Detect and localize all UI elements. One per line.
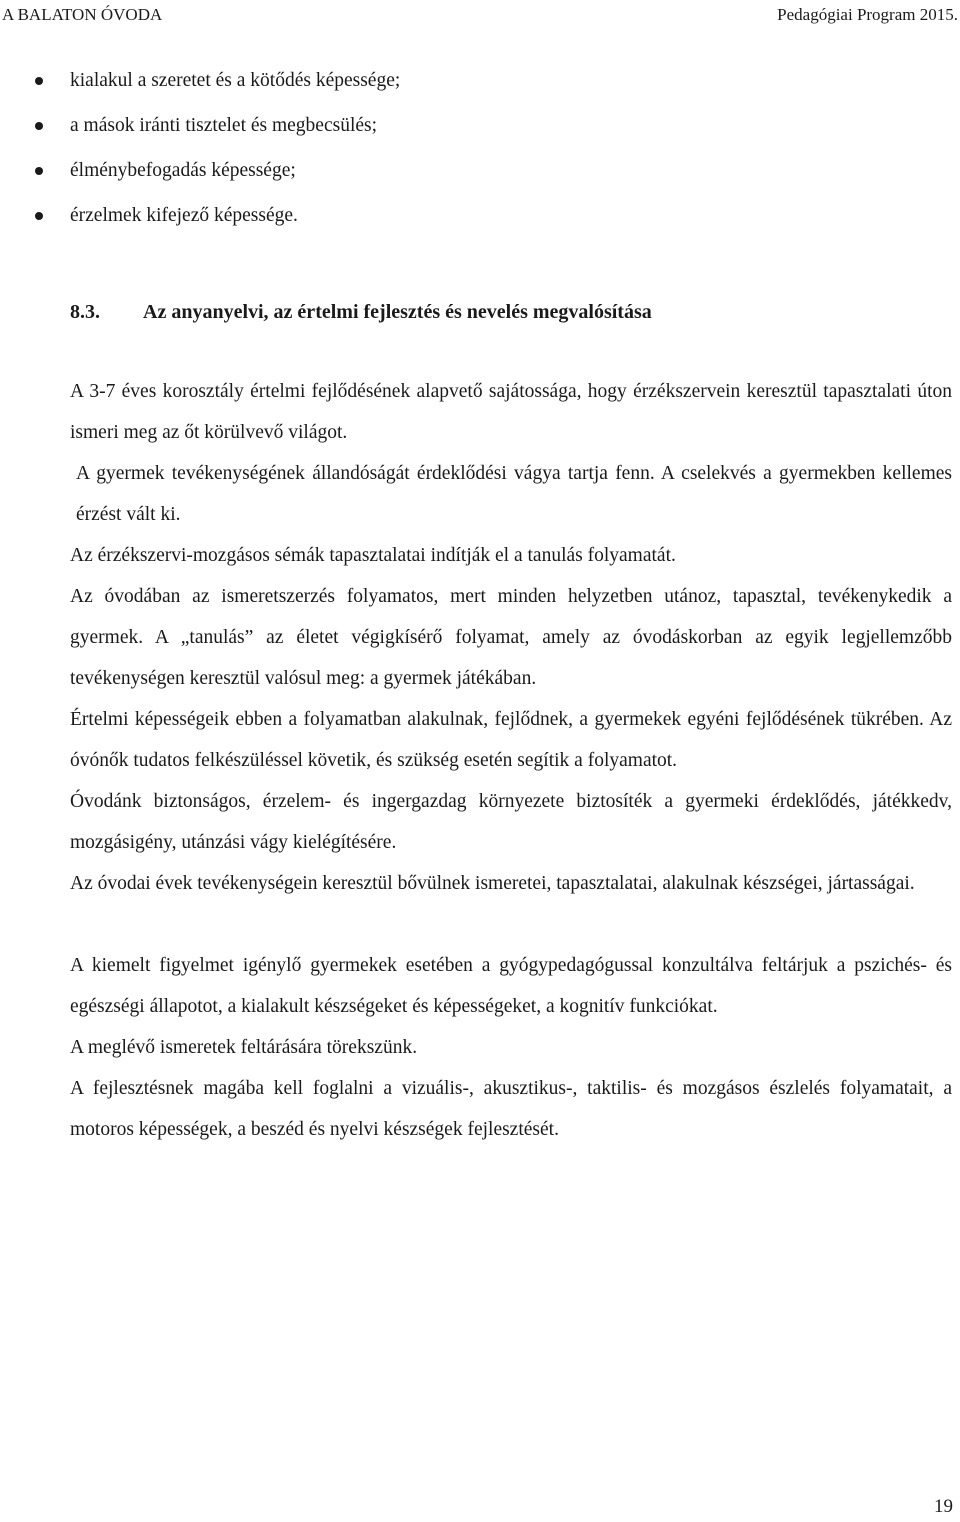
header-document-title: Pedagógiai Program 2015. bbox=[777, 5, 958, 24]
list-item bbox=[70, 103, 952, 148]
paragraph: Óvodánk biztonságos, érzelem- és ingergazdag környezete biztosíték a gyermeki érdeklődés, játékkedv, mozgásigény, utánzási vágy kielégítésére. bbox=[70, 791, 952, 853]
running-header bbox=[0, 4, 960, 26]
list-item-text: kialakul a szeretet és a kötődés képessége; bbox=[70, 70, 401, 91]
section-number: 8.3. bbox=[70, 301, 100, 323]
header-institution: A BALATON ÓVODA bbox=[2, 5, 163, 24]
bullet-list bbox=[70, 58, 952, 238]
section-heading bbox=[70, 292, 952, 333]
page-number: 19 bbox=[934, 1496, 953, 1517]
section-title: Az anyanyelvi, az értelmi fejlesztés és nevelés megvalósítása bbox=[143, 301, 652, 323]
list-item bbox=[70, 148, 952, 193]
bullet-icon bbox=[35, 122, 43, 130]
paragraph: A gyermek tevékenységének állandóságát érdeklődési vágya tartja fenn. A cselekvés a gyermekben kellemes érzést vált ki. bbox=[76, 463, 952, 525]
body-text bbox=[70, 371, 952, 1150]
bullet-icon bbox=[35, 212, 43, 220]
bullet-icon bbox=[35, 167, 43, 175]
paragraph: Értelmi képességeik ebben a folyamatban alakulnak, fejlődnek, a gyermekek egyéni fejlődésének tükrében. Az óvónők tudatos felkészüléssel követik, és szükség esetén segítik a folyamatot. bbox=[70, 709, 952, 771]
bullet-icon bbox=[35, 77, 43, 85]
list-item bbox=[70, 58, 952, 103]
paragraph: A fejlesztésnek magába kell foglalni a vizuális-, akusztikus-, taktilis- és mozgásos észlelés folyamatait, a motoros képességek, a beszéd és nyelvi készségek fejlesztését. bbox=[70, 1078, 952, 1140]
paragraph: Az óvodai évek tevékenységein keresztül bővülnek ismeretei, tapasztalatai, alakulnak készségei, jártasságai. bbox=[70, 873, 915, 894]
paragraph: Az érzékszervi-mozgásos sémák tapasztalatai indítják el a tanulás folyamatát. bbox=[70, 545, 676, 566]
list-item-text: a mások iránti tisztelet és megbecsülés; bbox=[70, 115, 378, 136]
list-item-text: élménybefogadás képessége; bbox=[70, 160, 296, 181]
page-content bbox=[70, 58, 952, 1150]
list-item bbox=[70, 193, 952, 238]
paragraph: A meglévő ismeretek feltárására törekszünk. bbox=[70, 1037, 418, 1058]
list-item-text: érzelmek kifejező képessége. bbox=[70, 205, 298, 226]
paragraph: A kiemelt figyelmet igénylő gyermekek esetében a gyógypedagógussal konzultálva feltárjuk a pszichés- és egészségi állapotot, a kialakult készségeket és képességeket, a kognitív funkciókat. bbox=[70, 955, 952, 1017]
paragraph: Az óvodában az ismeretszerzés folyamatos, mert minden helyzetben utánoz, tapasztal, tevékenykedik a gyermek. A „tanulás” az életet végigkísérő folyamat, amely az óvodáskorban az egyik legjellemzőbb tevékenységen keresztül valósul meg: a gyermek játékában. bbox=[70, 586, 952, 689]
paragraph: A 3-7 éves korosztály értelmi fejlődésének alapvető sajátossága, hogy érzékszervein keresztül tapasztalati úton ismeri meg az őt körülvevő világot. bbox=[70, 381, 952, 443]
